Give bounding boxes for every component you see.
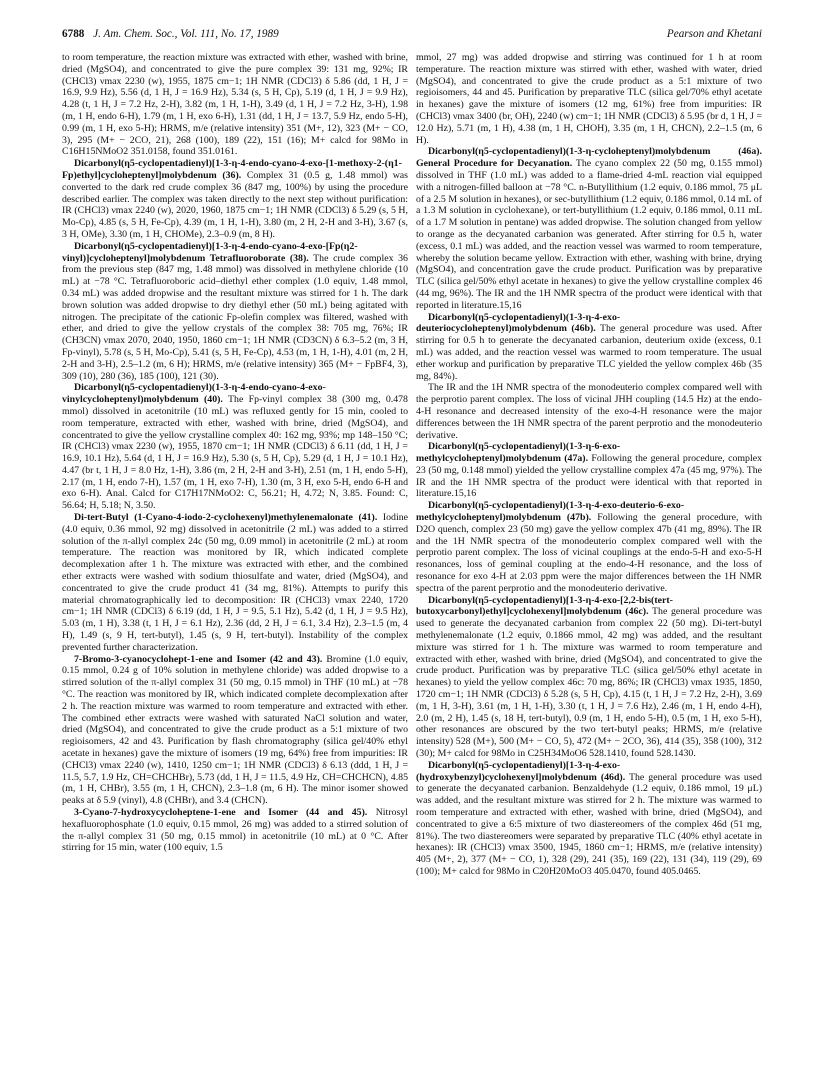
paragraph-heading: Dicarbonyl(η5-cyclopentadienyl)[1-3-η-4-endo-cyano-4-exo-[Fp(η2-vinyl)]cycloheptenyl]molybdenum Tetrafluoroborate (38).	[62, 240, 358, 264]
paragraph-text: Following the general procedure, with D2O quench, complex 23 (50 mg) gave the yellow complex 47b (41 mg, 89%). The IR and the 1H NMR spectra of the monodeuterio complex compared well with the perprotio parent complex. The loss of vicinal couplings at the endo-5-H and exo-5-H resonances, loss of geminal coupling at the endo-4-H resonance, and the loss of resonance for exo 4-H at 2.03 ppm were the major differences between the 1H NMR spectra of the parent perprotio and the monodeuterio derivative.	[416, 512, 762, 594]
paragraph-text: Complex 31 (0.5 g, 1.48 mmol) was converted to the dark red crude complex 36 (847 mg, 100%) by using the procedure described earlier. The complex was taken directly to the next step without purification: IR (CHCl3) νmax 2240 (w), 2020, 1960, 1875 cm−1; 1H NMR (CDCl3) δ 5.29 (s, 5 H, Mo-Cp), 4.85 (s, 5 H, Fe-Cp), 4.39 (m, 1 H, 1-H), 3.80 (m, 2 H, 2-H and 3-H), 3.67 (s, 3 H, OMe), 3.30 (m, 1 H, CHOMe), 2.3–0.9 (m, 8 H).	[62, 169, 408, 240]
paragraph-text: The Fp-vinyl complex 38 (300 mg, 0.478 mmol) dissolved in acetonitrile (10 mL) was refluxed gently for 15 min, cooled to room temperature, extracted with ether, washed with brine, dried (MgSO4), and concentrated to give the yellow crystalline complex 40: 162 mg, 93%; mp 148–150 °C; IR (CHCl3) νmax 2230 (w), 1955, 1870 cm−1; 1H NMR (CDCl3) δ 6.11 (dd, 1 H, J = 16.9, 10.1 Hz), 5.64 (d, 1 H, J = 16.9 Hz), 5.30 (s, 5 H, Cp), 5.29 (d, 1 H, J = 10.1 Hz), 4.47 (br t, 1 H, J = 8.0 Hz, 1-H), 3.86 (m, 2 H, 2-H and 3-H), 2.51 (m, 1 H, endo 5-H), 2.17 (m, 1 H, endo 7-H), 1.57 (m, 1 H, exo 7-H), 1.30 (m, 3 H, exo 5-H, endo 6-H and exo 6-H). Anal. Calcd for C17H17NMoO2: C, 56.21; H, 4.72; N, 3.85. Found: C, 56.64; H, 5.18; N, 3.50.	[62, 394, 408, 512]
paragraph-text: Nitrosyl hexafluorophosphate (1.0 equiv, 0.15 mmol, 26 mg) was added to a stirred solution of the π-allyl complex 31 (50 mg, 0.15 mmol) in acetonitrile (10 mL) at 0 °C. After stirring for 15 min, water (100 equiv, 1.5	[62, 807, 408, 854]
paragraph-heading: Dicarbonyl(η5-cyclopentadienyl)[1-3-η-4-endo-cyano-4-exo-[1-methoxy-2-(η1-Fp)ethyl]cycloheptenyl]molybdenum (36).	[62, 158, 402, 181]
paragraph-heading: 3-Cyano-7-hydroxycycloheptene-1-ene and Isomer (44 and 45).	[74, 807, 368, 818]
paragraph	[62, 382, 408, 512]
paragraph	[416, 312, 762, 383]
paragraph-heading: Di-tert-Butyl (1-Cyano-4-iodo-2-cyclohexenyl)methylenemalonate (41).	[74, 512, 378, 524]
paragraph-text: The IR and the 1H NMR spectra of the monodeuterio complex compared well with the perprotio parent complex. The loss of vicinal JHH coupling (14.5 Hz) at the endo-4-H resonance and decreased intensity of the exo-4-H resonance were the major differences between the 1H NMR spectra of the parent perprotio and the monodeuterio derivative.	[416, 382, 762, 441]
paragraph-heading: 7-Bromo-3-cyanocyclohept-1-ene and Isomer (42 and 43).	[74, 653, 323, 665]
paragraph-heading: Dicarbonyl(η5-cyclopentadienyl)(1-3-η-cycloheptenyl)molybdenum (46a). General Procedure for Decyanation.	[416, 146, 762, 170]
paragraph-heading: Dicarbonyl(η5-cyclopentadienyl)(1-3-η-4-endo-cyano-4-exo-vinylcycloheptenyl)molybdenum (40).	[62, 382, 326, 406]
header-authors: Pearson and Khetani	[666, 28, 762, 40]
paragraph	[416, 382, 762, 441]
paragraph-heading: Dicarbonyl(η5-cyclopentadienyl)(1-3-η-4-exo-deuteriocycloheptenyl)molybdenum (46b).	[416, 311, 621, 335]
running-header	[62, 28, 762, 44]
paragraph	[416, 52, 762, 146]
paragraph-text: Bromine (1.0 equiv, 0.15 mmol, 0.24 g of 10% solution in methylene chloride) was added dropwise to a stirred solution of the π-allyl complex 31 (50 mg, 0.15 mmol) in THF (10 mL) at −78 °C. The reaction was monitored by IR, which indicated complete decomplexation after 2 h. The reaction mixture was warmed to room temperature and extracted with ether. The combined ether extracts were washed with saturated NaCl solution and water, dried (MgSO4), and concentrated to give the crude product as a 5:1 mixture of two regioisomers, 42 and 43. Purification by flash chromatography (silica gel/40% ethyl acetate in hexanes) gave the mixture of isomers (19 mg, 64%) free from impurities: IR (CHCl3) νmax 2240 (w), 1410, 1250 cm−1; 1H NMR (CDCl3) δ 6.13 (ddd, 1 H, J = 11.5, 5.7, 1.9 Hz, CH=CHCHBr), 5.73 (dd, 1 H, J = 11.5, 4.9 Hz, CH=CHCHCN), 4.85 (m, 1 H, CHBr), 3.55 (m, 1 H, CHCN), 2.3–1.8 (m, 6 H). The minor isomer showed peaks at δ 5.9 (vinyl), 4.8 (CHBr), and 3.4 (CHCN).	[62, 653, 408, 807]
paragraph	[62, 654, 408, 807]
paragraph	[416, 760, 762, 878]
paragraph-heading: Dicarbonyl(η5-cyclopentadienyl)(1-3-η-6-exo-methylcycloheptenyl)molybdenum (47a).	[416, 441, 621, 465]
paragraph-text: mmol, 27 mg) was added dropwise and stirring was continued for 1 h at room temperature. The reaction mixture was stirred with ether, washed with water, dried (MgSO4), and concentrated to give the crude product as a 5:1 mixture of two regioisomers, 44 and 45. Purification by preparative TLC (silica gel/70% ethyl acetate in hexanes) gave the mixture of isomers (12 mg, 61%) free from impurities: IR (CHCl3) νmax 3400 (br, OH), 2240 (w) cm−1; 1H NMR (CDCl3) δ 5.95 (br d, 1 H, J = 12.0 Hz), 5.71 (m, 1 H), 4.38 (m, 1 H, CHOH), 3.35 (m, 1 H, CHCN), 2.2–1.5 (m, 6 H).	[416, 52, 762, 146]
right-column	[416, 52, 762, 1052]
paragraph-text: The general procedure was used to generate the decyanated carbanion from complex 22 (50 mg). Di-tert-butyl methylenemalonate (1.2 equiv, 0.1866 mmol, 42 mg) was added, and the resultant mixture was stirred for 1 h. The mixture was warmed to room temperature and extracted with ether, washed with brine, dried (MgSO4), and concentrated to give the crude product. Purification was by preparative TLC (silica gel/50% ethyl acetate in hexanes) to yield the yellow complex 46c: 70 mg, 86%; IR (CHCl3) νmax 1935, 1850, 1720 cm−1; 1H NMR (CDCl3) δ 5.28 (s, 5 H, Cp), 4.15 (t, 1 H, J = 7.2 Hz, 2-H), 3.69 (m, 1 H, 3-H), 3.61 (m, 1 H, 1-H), 3.30 (t, 1 H, J = 7.6 Hz), 2.46 (m, 1 H, endo 4-H), 2.0 (m, 2 H), 1.45 (s, 18 H, tert-butyl), 0.9 (m, 1 H, endo 5-H), 0.5 (m, 1 H, exo 5-H), other resonances are obscured by the two tert-butyl peaks; HRMS, m/e (relative intensity) 528 (M+), 500 (M+ − CO, 5), 472 (M+ − 2CO, 36), 414 (35), 358 (100), 312 (30); M+ calcd for 98Mo in C25H34MoO6 528.1410, found 528.1430.	[416, 606, 762, 760]
paragraph-text: The general procedure was used to generate the decyanated carbanion. Benzaldehyde (1.2 equiv, 0.186 mmol, 19 μL) was added, and the resultant mixture was stirred for 2 h. The mixture was warmed to room temperature and extracted with ether, washed with brine, dried (MgSO4), and concentrated to give a 6:5 mixture of two diastereomers of the complex 46d (51 mg, 81%). The two diastereomers were separated by preparative TLC (40% ethyl acetate in hexanes): IR (CHCl3) νmax 3500, 1945, 1860 cm−1; HRMS, m/e (relative intensity) 405 (M+, 2), 377 (M+ − CO, 1), 328 (29), 241 (35), 169 (22), 131 (34), 119 (29), 69 (100); M+ calcd for 98Mo in C20H20MoO3 405.0470, found 405.0465.	[416, 771, 762, 877]
paragraph-text: Iodine (4.0 equiv, 0.36 mmol, 92 mg) dissolved in acetonitrile (2 mL) was added to a stirred solution of the π-allyl complex 24c (50 mg, 0.09 mmol) in acetonitrile (2 mL) at room temperature. The reaction was monitored by IR, which indicated complete decomplexation after 1 h. The mixture was extracted with ether, and the combined ether extracts were washed with sodium thiosulfate and water, dried (MgSO4), and concentrated to give the crude product 41 (34 mg, 81%). Attempts to purify this material chromatographically led to decomposition: IR (CHCl3) νmax 2240, 1720 cm−1; 1H NMR (CDCl3) δ 6.19 (dd, 1 H, J = 9.5, 5.1 Hz), 5.42 (d, 1 H, J = 9.5 Hz), 5.03 (m, 1 H), 3.38 (t, 1 H, J = 6.1 Hz), 2.36 (dd, 2 H, J = 6.1, 3.4 Hz), 2.3–1.5 (m, 4 H), 1.49 (s, 9 H, tert-butyl), 1.45 (s, 9 H, tert-butyl). Instability of the complex prevented further characterization.	[62, 512, 408, 653]
paragraph-text: Following the general procedure, complex 23 (50 mg, 0.148 mmol) yielded the yellow crystalline complex 47a (45 mg, 97%). The IR and the 1H NMR spectra of the product were identical with that reported in literature.15,16	[416, 453, 762, 500]
paragraph-text: The cyano complex 22 (50 mg, 0.155 mmol) dissolved in THF (1.0 mL) was added to a flame-dried 4-mL reaction vial equipped with a nitrogen-filled balloon at −78 °C. n-Butyllithium (1.2 equiv, 0.186 mmol, 75 μL of a 2.5 M solution in hexanes), or sec-butyllithium (1.2 equiv, 0.186 mmol, 0.14 mL of a 1.3 M solution in cyclohexane), or tert-butyllithium (1.2 equiv, 0.186 mmol, 0.11 mL of a 1.7 M solution in pentane) was added dropwise. The solution changed from yellow to orange as the decyanated carbanion was generated. After stirring for 0.5 h, water (excess, 0.1 mL) was added, and the reaction vessel was warmed to room temperature, whereby the solution became yellow. Extraction with ether, washing with brine, drying (MgSO4), and concentration gave the crude product. Purification was by preparative TLC (silica gel/50% ethyl acetate in hexanes) to give the yellow crystalline complex 46 (44 mg, 96%). The IR and the 1H NMR spectra of the product were identical with that reported in literature.15,16	[416, 158, 762, 311]
paragraph-text: The general procedure was used. After stirring for 0.5 h to generate the decyanated carbanion, deuterium oxide (excess, 0.1 mL) was added, and the reaction vessel was warmed to room temperature. The usual ether workup and purification by preparative TLC yielded the yellow complex 46b (35 mg, 84%).	[416, 323, 762, 382]
paragraph	[62, 807, 408, 854]
paragraph	[416, 441, 762, 500]
page-number: 6788	[62, 28, 85, 40]
header-left	[62, 28, 279, 40]
paragraph	[62, 241, 408, 383]
paragraph-heading: Dicarbonyl(η5-cyclopentadienyl)[1-3-η-4-exo-[2,2-bis(tert-butoxycarbonyl)ethyl]cyclohexenyl]molybdenum (46c).	[416, 594, 673, 618]
journal-citation: J. Am. Chem. Soc., Vol. 111, No. 17, 1989	[93, 28, 279, 40]
paragraph-text: The crude complex 36 from the previous step (847 mg, 1.48 mmol) was dissolved in methylene chloride (10 mL) at −78 °C. Tetrafluoroboric acid–diethyl ether complex (1.0 equiv, 1.48 mmol, 0.34 mL) was added dropwise and the resultant mixture was stirred for 1 h. The dark brown solution was added dropwise to dry diethyl ether (50 mL) being agitated with nitrogen. The precipitate of the cationic Fp-olefin complex was filtered, washed with ether, and dried to give the yellow crystals of the complex 38: 705 mg, 76%; IR (CH3CN) νmax 2070, 2040, 1950, 1860 cm−1; 1H NMR (CD3CN) δ 6.3–5.2 (m, 3 H, Fp-vinyl), 5.78 (s, 5 H, Mo-Cp), 5.41 (s, 5 H, Fe-Cp), 4.53 (m, 1 H, 1-H), 4.01 (m, 2 H, 2-H and 3-H), 2.5–1.2 (m, 6 H); HRMS, m/e (relative intensity) 365 (M+ − FpBF4, 3), 309 (10), 280 (36), 185 (100), 121 (30).	[62, 252, 408, 382]
paragraph	[62, 512, 408, 654]
paragraph	[416, 146, 762, 311]
paragraph-text: to room temperature, the reaction mixture was extracted with ether, washed with brine, dried (MgSO4), and concentrated to give the pure complex 39: 131 mg, 92%; IR (CHCl3) νmax 2230 (w), 1955, 1875 cm−1; 1H NMR (CDCl3) δ 5.86 (dd, 1 H, J = 16.9, 9.9 Hz), 5.56 (d, 1 H, J = 16.9 Hz), 5.34 (s, 5 H, Cp), 5.19 (d, 1 H, J = 9.9 Hz), 4.28 (t, 1 H, J = 7.2 Hz, 2-H), 3.82 (m, 1 H, 1-H), 3.49 (d, 1 H, J = 7.2 Hz, 3-H), 1.98 (m, 1 H, endo 6-H), 1.79 (m, 1 H, exo 6-H), 1.31 (dd, 1 H, J = 13.7, 5.9 Hz, endo 5-H), 0.99 (m, 1 H, exo 5-H); HRMS, m/e (relative intensity) 351 (M+, 12), 323 (M+ − CO, 3), 295 (M+ − 2CO, 21), 268 (100), 189 (22), 151 (16); M+ calcd for 98Mo in C16H15NMoO2 351.0158, found 351.0161.	[62, 52, 408, 158]
left-column	[62, 52, 408, 1052]
paragraph	[416, 500, 762, 594]
paragraph-heading: Dicarbonyl(η5-cyclopentadienyl)(1-3-η-4-exo-deuterio-6-exo-methylcycloheptenyl)molybdenum (47b).	[416, 500, 685, 524]
paragraph	[62, 52, 408, 158]
paragraph-heading: Dicarbonyl(η5-cyclopentadienyl)[1-3-η-4-exo-(hydroxybenzyl)cyclohexenyl]molybdenum (46d).	[416, 759, 626, 783]
paragraph	[416, 595, 762, 760]
paragraph	[62, 158, 408, 241]
